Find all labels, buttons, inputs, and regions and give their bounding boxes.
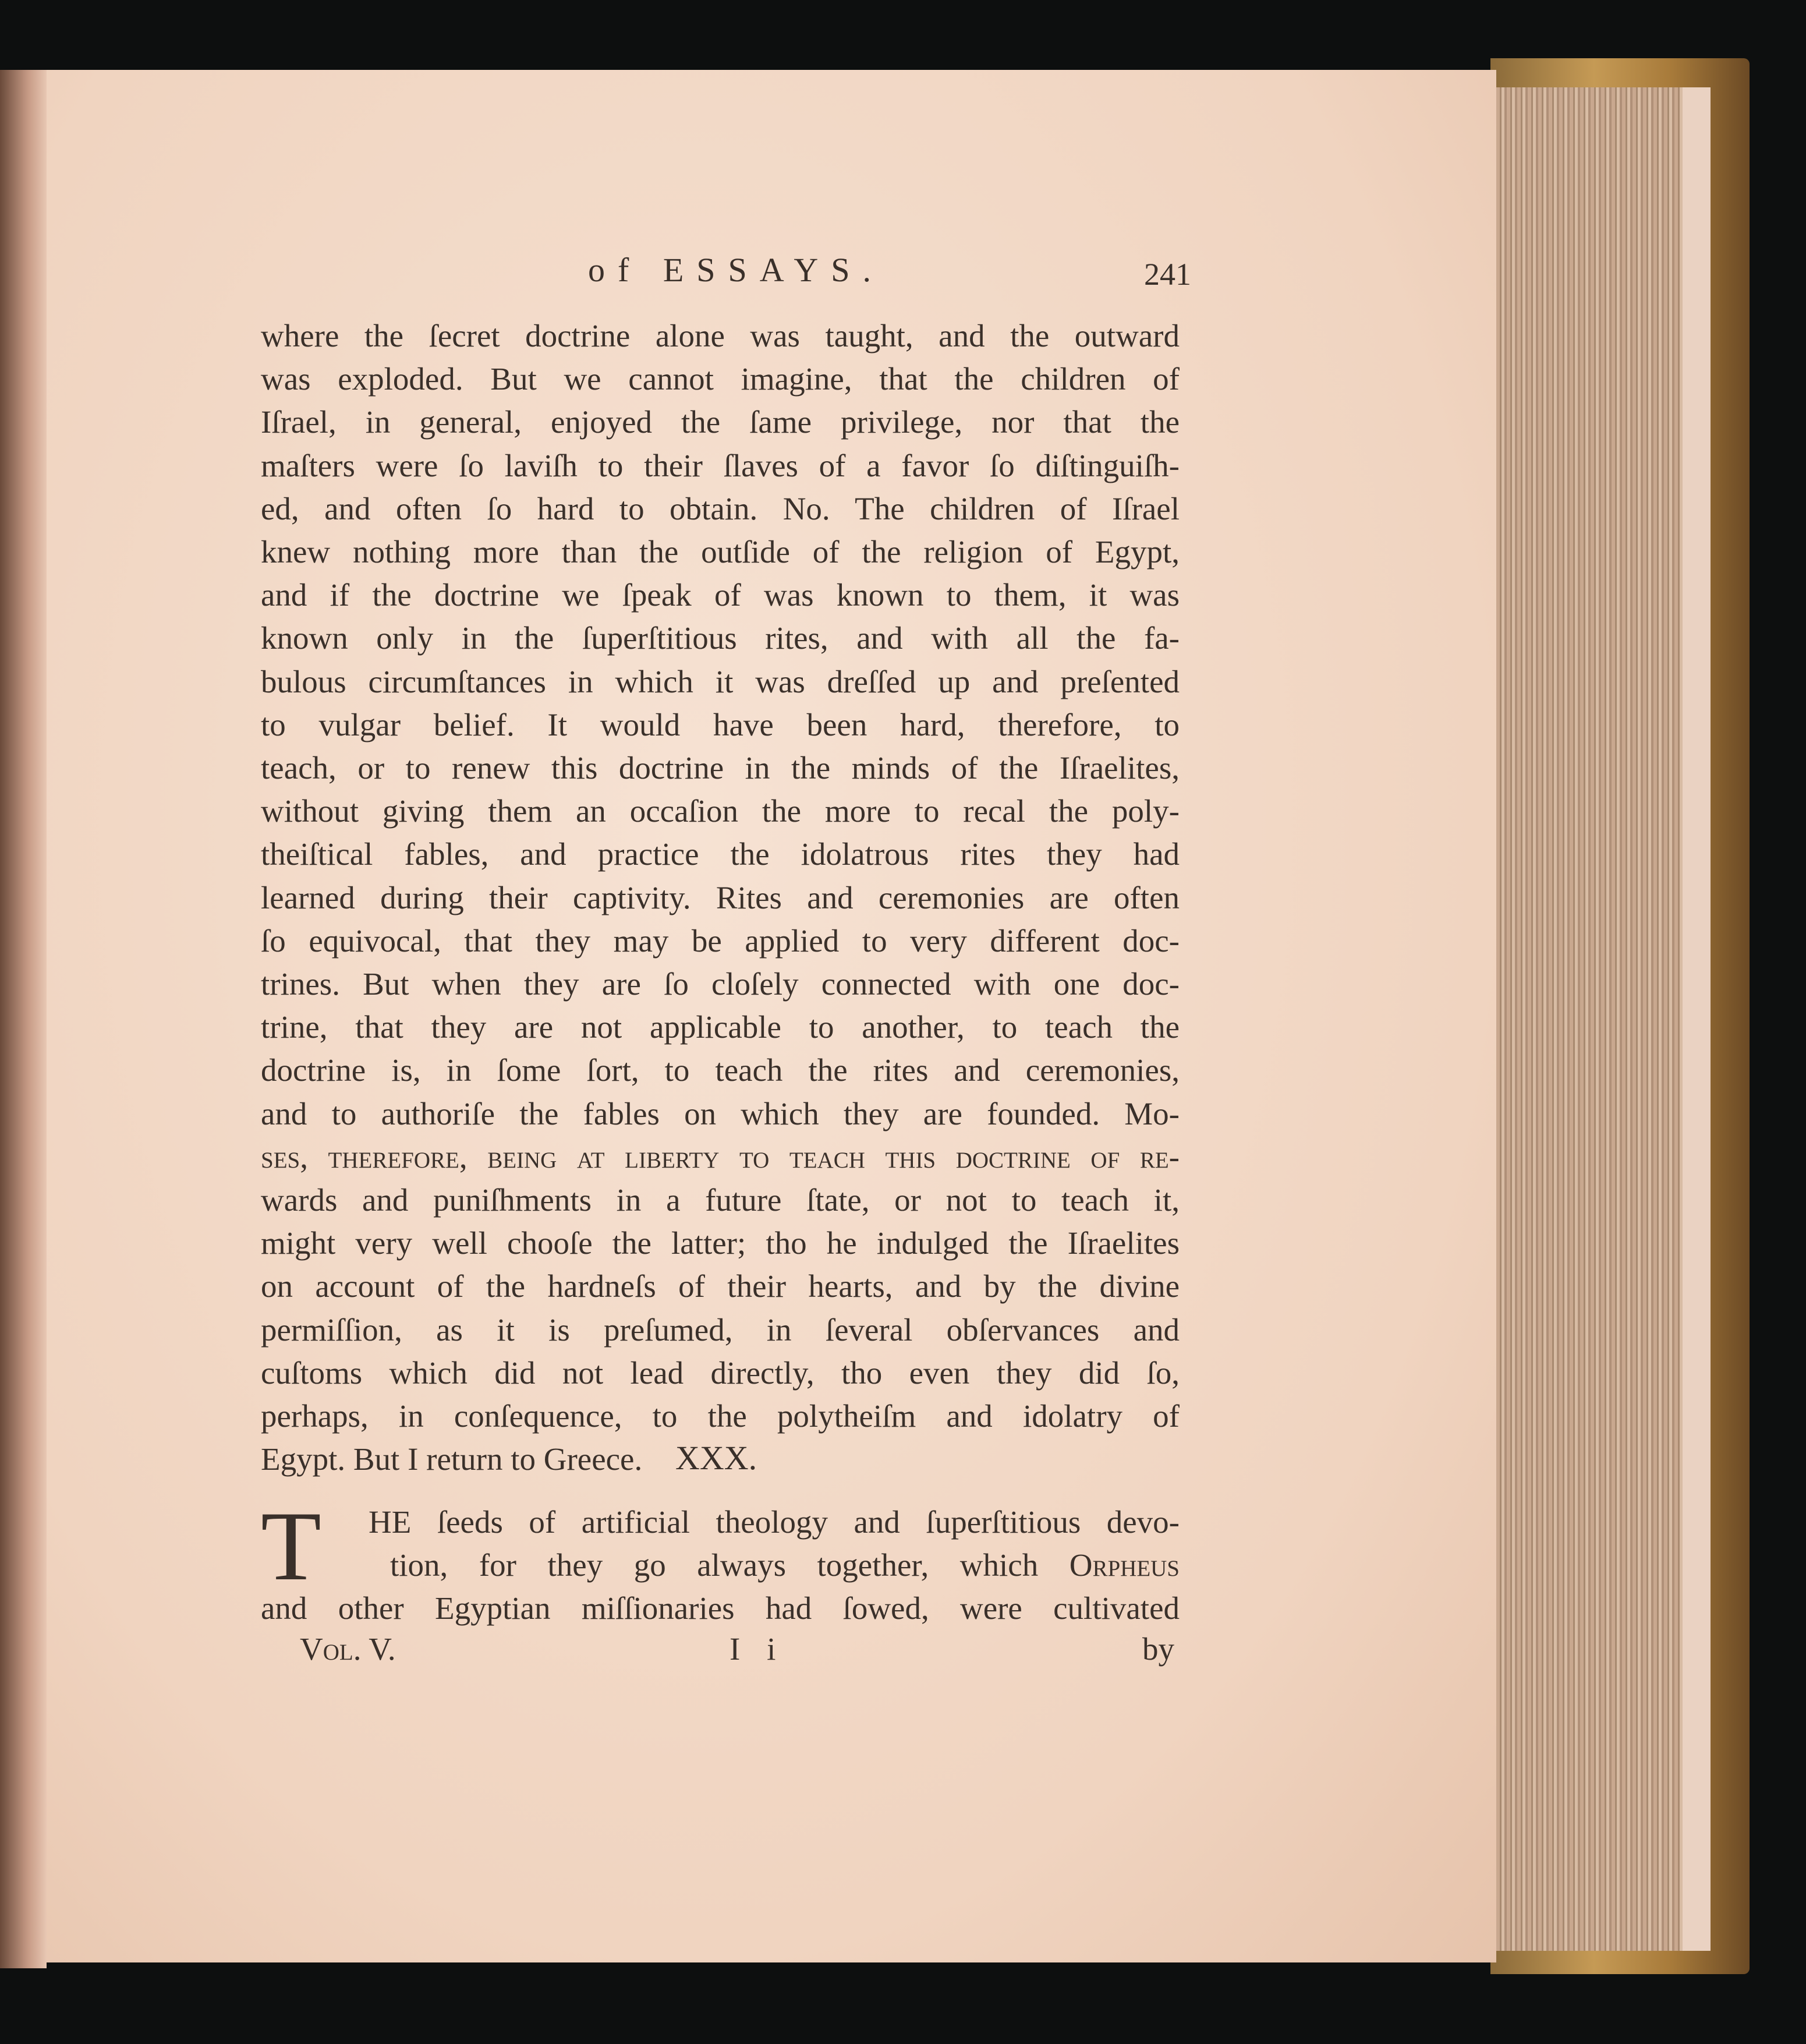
text-line: trine, that they are not applicable to another, to teach the (261, 1009, 1180, 1045)
signature-mark: I i (730, 1631, 785, 1667)
section-text (261, 1491, 1180, 1630)
text-line: bulous circumſtances in which it was dreſſed up and preſented (261, 663, 1180, 699)
text-line: and if the doctrine we ſpeak of was known to them, it was (261, 577, 1180, 613)
catchword: by (1142, 1631, 1174, 1667)
text-line: cuſtoms which did not lead directly, tho even they did ſo, (261, 1355, 1180, 1391)
text-line: theiſtical fables, and practice the idolatrous rites they had (261, 836, 1180, 872)
text-line: where the ſecret doctrine alone was taught, and the outward (261, 318, 1180, 353)
text-line: and to authoriſe the fables on which they are founded. Mo- (261, 1095, 1180, 1131)
text-line: perhaps, in conſequence, to the polytheiſm and idolatry of (261, 1398, 1180, 1434)
text-line: ed, and often ſo hard to obtain. No. The children of Iſrael (261, 490, 1180, 526)
text-line: wards and puniſhments in a future ſtate, or not to teach it, (261, 1182, 1180, 1218)
text-line: ſo equivocal, that they may be applied to very different doc- (261, 922, 1180, 959)
text-line: learned during their captivity. Rites and ceremonies are often (261, 879, 1180, 915)
section-line: HE ſeeds of artificial theology and ſuperſtitious devo- (369, 1504, 1180, 1540)
text-line: doctrine is, in ſome ſort, to teach the rites and ceremonies, (261, 1052, 1180, 1088)
text-line: trines. But when they are ſo cloſely connected with one doc- (261, 966, 1180, 1002)
body-text (261, 314, 1180, 1481)
text-line: to vulgar belief. It would have been hard, therefore, to (261, 706, 1180, 742)
section-line: and other Egyptian miſſionaries had ſowed, were cultivated (261, 1590, 1180, 1626)
text-line: without giving them an occaſion the more to recal the poly- (261, 793, 1180, 829)
drop-cap: T (261, 1491, 321, 1601)
text-line: might very well chooſe the latter; tho he indulged the Iſraelites (261, 1225, 1180, 1261)
text-line: maſters were ſo laviſh to their ſlaves of a favor ſo diſtinguiſh- (261, 447, 1180, 483)
page-number: 241 (1144, 257, 1191, 292)
text-line: known only in the ſuperſtitious rites, and with all the fa- (261, 620, 1180, 656)
text-line: teach, or to renew this doctrine in the minds of the Iſraelites, (261, 750, 1180, 786)
section-line: tion, for they go always together, which Orpheus (390, 1547, 1180, 1583)
facing-page-edge (0, 70, 47, 1968)
text-line: on account of the hardneſs of their hearts, and by the divine (261, 1268, 1180, 1304)
running-title: of ESSAYS. (588, 251, 884, 289)
flyleaf (1683, 87, 1711, 1951)
section-number: XXX. (675, 1439, 757, 1477)
text-line: Egypt. But I return to Greece. (261, 1441, 643, 1477)
text-line: permiſſion, as it is preſumed, in ſeveral obſervances and (261, 1311, 1180, 1348)
page-edges (1496, 87, 1683, 1951)
text-line: Iſrael, in general, enjoyed the ſame privilege, nor that the (261, 404, 1180, 440)
text-line: was exploded. But we cannot imagine, that the children of (261, 361, 1180, 397)
text-line: ses, therefore, being at liberty to teach this doctrine of re- (261, 1138, 1180, 1175)
text-line: knew nothing more than the outſide of the religion of Egypt, (261, 534, 1180, 570)
name-orpheus: Orpheus (1069, 1547, 1180, 1583)
volume-signature: Vol. V. (300, 1631, 396, 1667)
